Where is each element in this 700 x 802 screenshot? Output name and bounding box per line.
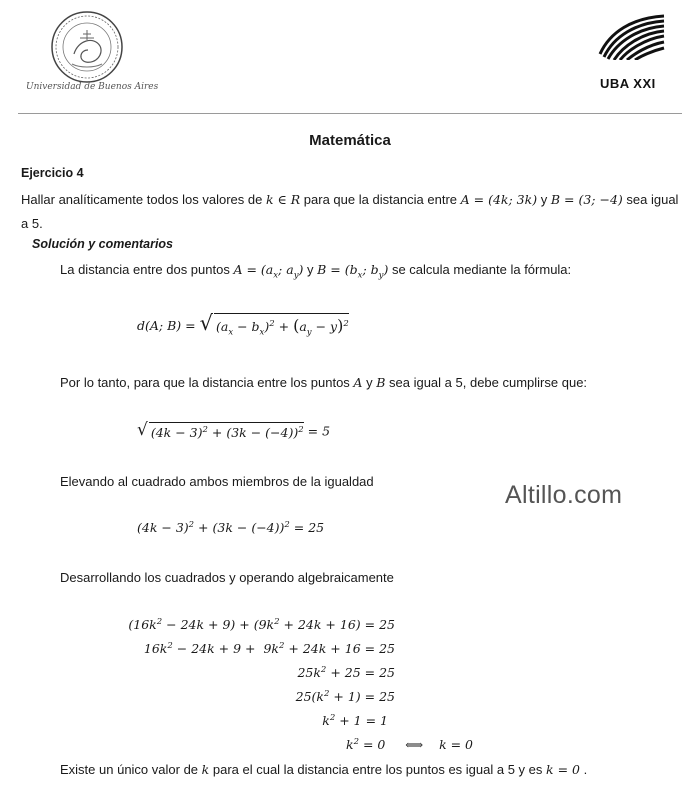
distance-formula: d(A; B) = √ $(a_x - b_x)^2 + (a_y - y)^2$ [137,311,349,338]
equation-sqrt: √ $(4k - 3)^2 + (3k - (-4))^2$ = 5 [137,420,331,441]
paragraph-conclusion: Existe un único valor de k para el cual la distancia entre los puntos es igual a 5 y es k = 0 . [60,762,588,777]
watermark: Altillo.com [505,481,623,509]
derivation-step-6: $k^2 = 0$ ⟺ k = 0 [346,737,474,753]
header-divider [18,113,682,114]
exercise-heading: Ejercicio 4 [21,166,84,180]
derivation-step-3: $25k^2 + 25 = 25$ [297,665,395,681]
solution-heading: Solución y comentarios [32,237,174,251]
page-title: Matemática [309,132,391,149]
derivation-step-5: $k^2 + 1 = 1$ [322,713,388,729]
paragraph-developing: Desarrollando los cuadrados y operando algebraicamente [60,570,394,585]
exercise-statement: Hallar analíticamente todos los valores de k ∈ R para que la distancia entre A = (4k; 3k) y B = (3; −4) sea igual a 5. [21,192,679,231]
equation-squared: $(4k - 3)^2 + (3k - (-4))^2 = 25$ [137,520,325,536]
paragraph-squaring: Elevando al cuadrado ambos miembros de la igualdad [60,474,374,489]
university-caption: Universidad de Buenos Aires [26,82,159,92]
university-seal-icon [50,10,124,84]
uba-xxi-logo-icon [598,14,666,60]
derivation-step-4: $25(k^2 + 1) = 25$ [295,689,395,705]
paragraph-distance-formula-intro: La distancia entre dos puntos $A = (a_x$; $a_y$) y $B = (b_x$; $b_y$) se calcula mediante la fórmula: [60,262,572,281]
paragraph-condition: Por lo tanto, para que la distancia entre los puntos A y B sea igual a 5, debe cumplirse que: [60,375,588,390]
derivation-step-1: $(16k^2 - 24k + 9) + (9k^2 + 24k + 16) = 25$ [128,617,395,633]
uba-xxi-logo-text: UBA XXI [600,76,656,91]
derivation-step-2: $16k^2 - 24k + 9 + 9k^2 + 24k + 16 = 25$ [143,641,395,657]
